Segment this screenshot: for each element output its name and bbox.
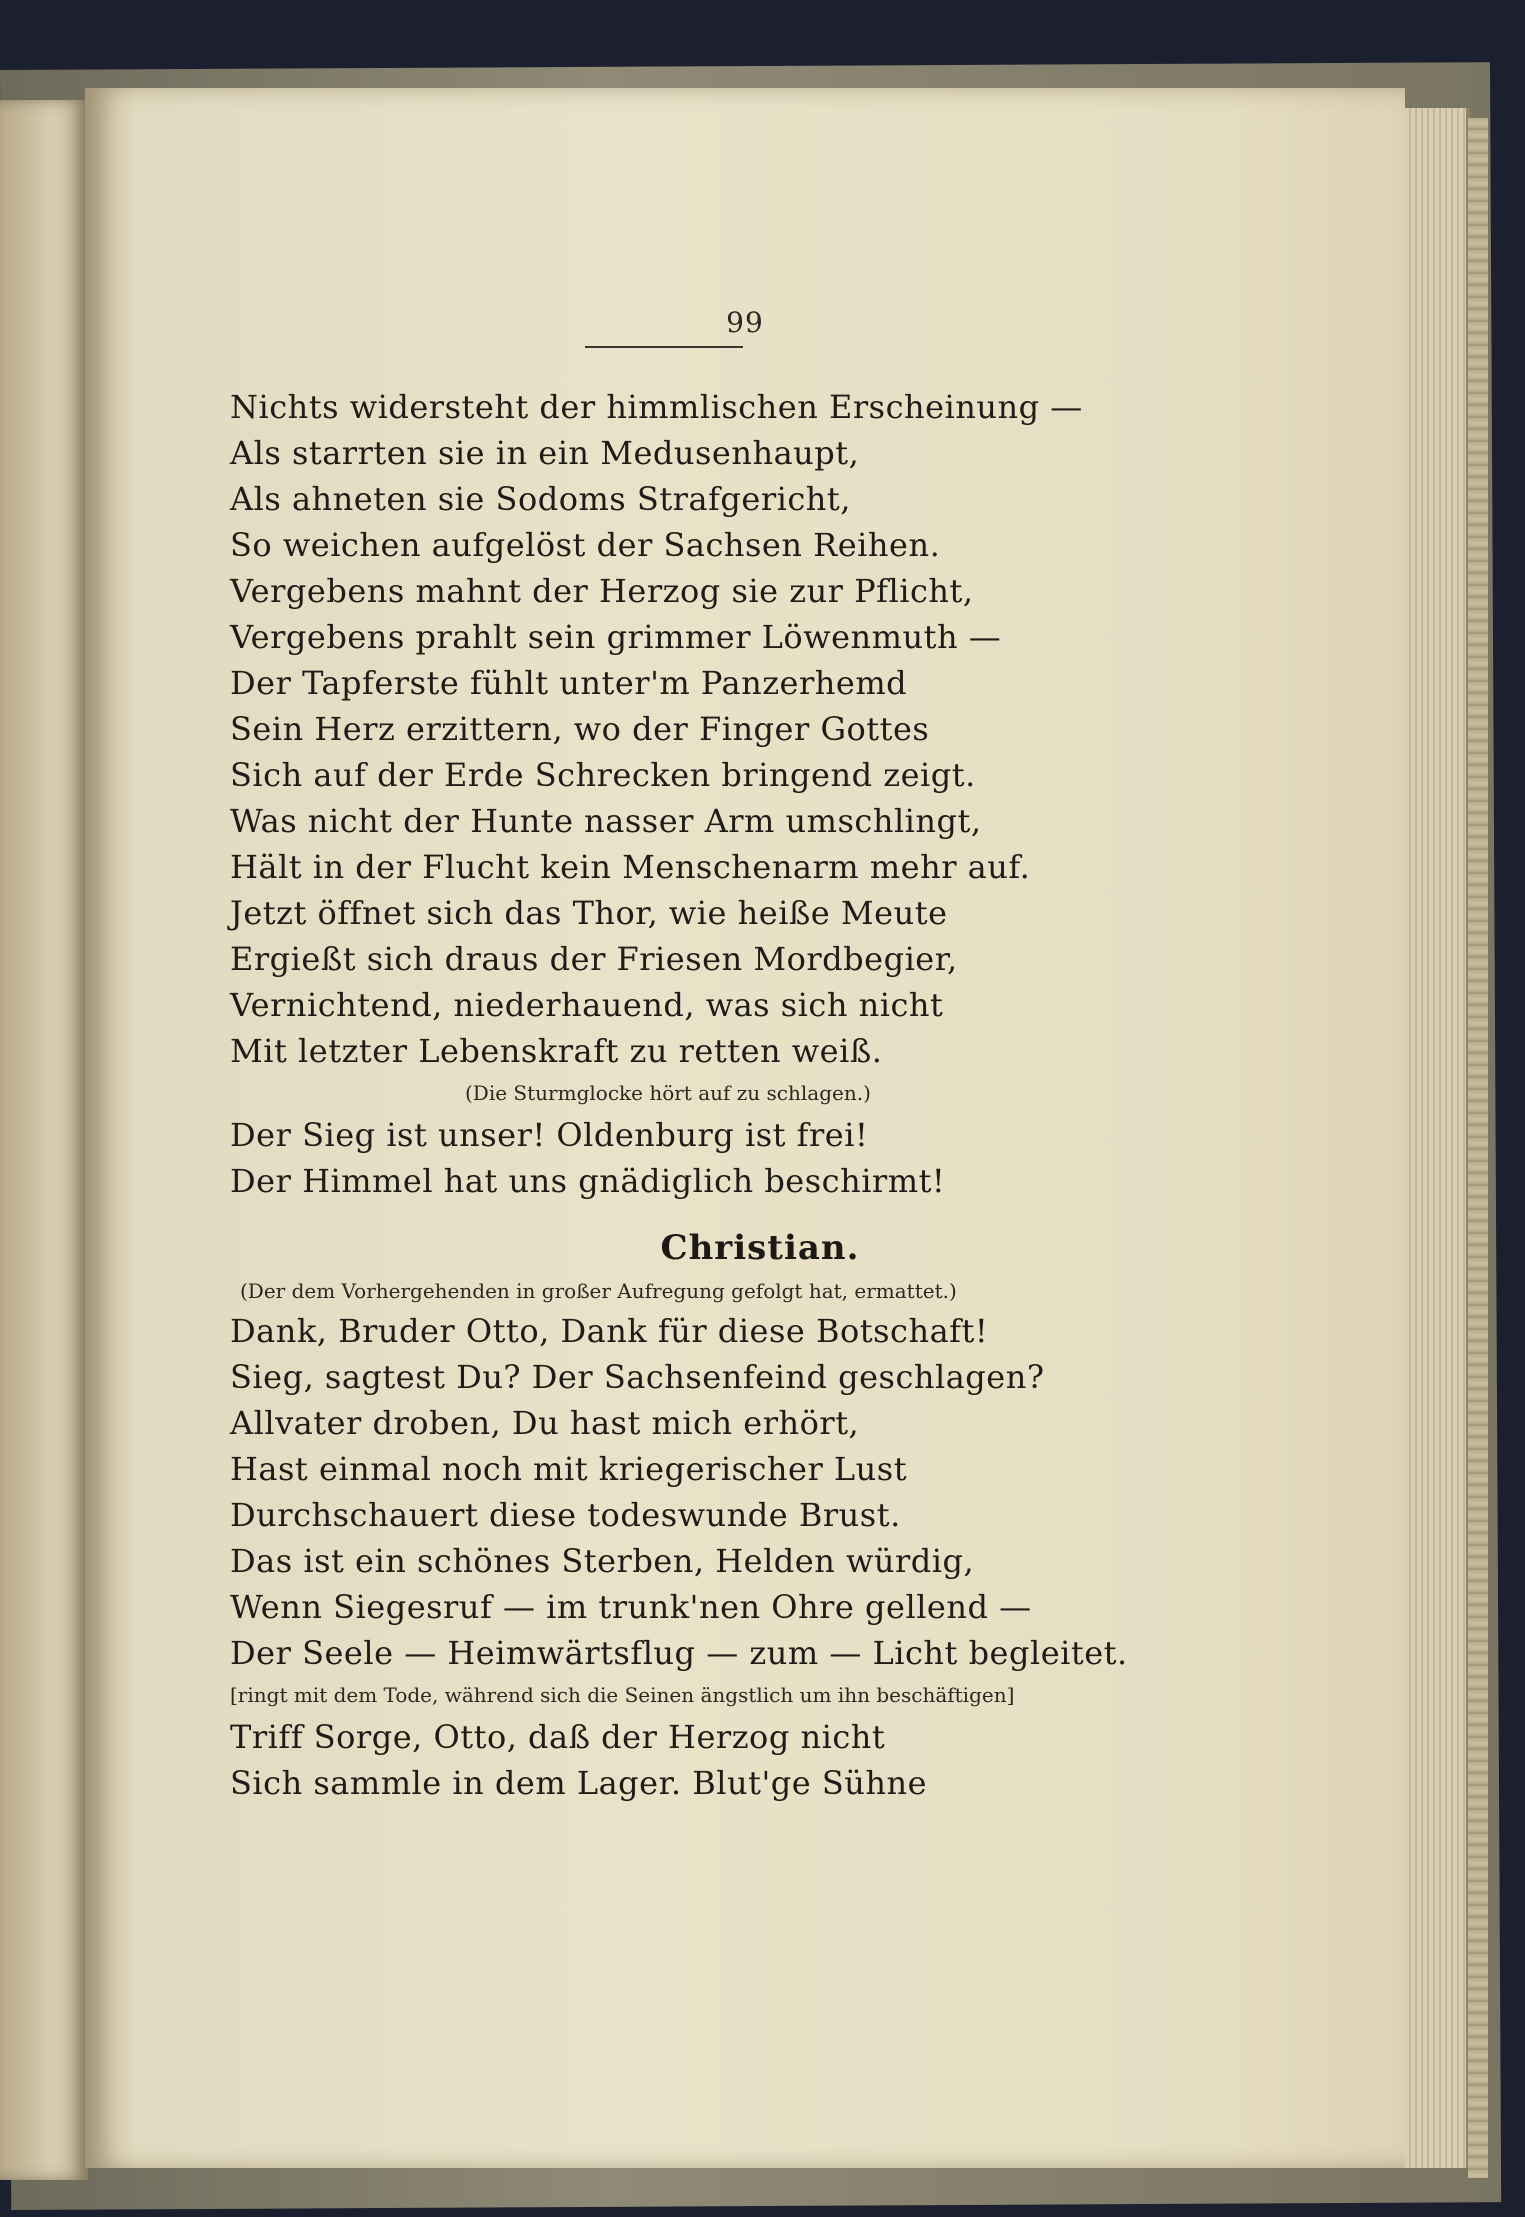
page-number-rule [585,346,743,348]
verse-line: Wenn Siegesruf — im trunk'nen Ohre gellend — [230,1588,1032,1626]
verse-line: Sich sammle in dem Lager. Blut'ge Sühne [230,1764,928,1802]
verse-line: Triff Sorge, Otto, daß der Herzog nicht [230,1718,886,1756]
verse-line: Vernichtend, niederhauend, was sich nicht [230,986,944,1024]
verse-line: Nichts widersteht der himmlischen Erscheinung — [230,388,1083,426]
verse-line: Mit letzter Lebenskraft zu retten weiß. [230,1032,883,1070]
verse-line: Allvater droben, Du hast mich erhört, [230,1404,860,1442]
cover-edge [1468,118,1488,2178]
verse-line: Der Tapferste fühlt unter'm Panzerhemd [230,664,908,702]
book-page [85,88,1405,2168]
verse-line: Der Himmel hat uns gnädiglich beschirmt! [230,1162,946,1200]
verse-line: Das ist ein schönes Sterben, Helden würdig, [230,1542,975,1580]
verse-line: Sich auf der Erde Schrecken bringend zeigt. [230,756,976,794]
speaker-name: Christian. [660,1228,860,1268]
verse-line: Jetzt öffnet sich das Thor, wie heiße Meute [230,894,948,932]
verse-line: Dank, Bruder Otto, Dank für diese Botschaft! [230,1312,989,1350]
verse-line: Sieg, sagtest Du? Der Sachsenfeind geschlagen? [230,1358,1045,1396]
stage-direction: [ringt mit dem Tode, während sich die Seinen ängstlich um ihn beschäftigen] [230,1683,1015,1707]
verse-line: Durchschauert diese todeswunde Brust. [230,1496,901,1534]
left-page-edge [0,100,88,2180]
verse-line: Ergießt sich draus der Friesen Mordbegier, [230,940,958,978]
verse-line: Sein Herz erzittern, wo der Finger Gottes [230,710,930,748]
page-edges [1400,108,1470,2168]
verse-line: Hält in der Flucht kein Menschenarm mehr auf. [230,848,1031,886]
verse-line: Der Sieg ist unser! Oldenburg ist frei! [230,1116,869,1154]
verse-line: Hast einmal noch mit kriegerischer Lust [230,1450,908,1488]
verse-line: Der Seele — Heimwärtsflug — zum — Licht begleitet. [230,1634,1128,1672]
stage-direction: (Die Sturmglocke hört auf zu schlagen.) [465,1081,871,1105]
verse-line: Als ahneten sie Sodoms Strafgericht, [230,480,851,518]
verse-line: So weichen aufgelöst der Sachsen Reihen. [230,526,941,564]
stage-direction: (Der dem Vorhergehenden in großer Aufregung gefolgt hat, ermattet.) [240,1279,957,1303]
page-number: 99 [726,306,764,339]
verse-line: Als starrten sie in ein Medusenhaupt, [230,434,860,472]
verse-line: Vergebens mahnt der Herzog sie zur Pflicht, [230,572,974,610]
verse-line: Vergebens prahlt sein grimmer Löwenmuth — [230,618,1002,656]
verse-line: Was nicht der Hunte nasser Arm umschlingt, [230,802,982,840]
